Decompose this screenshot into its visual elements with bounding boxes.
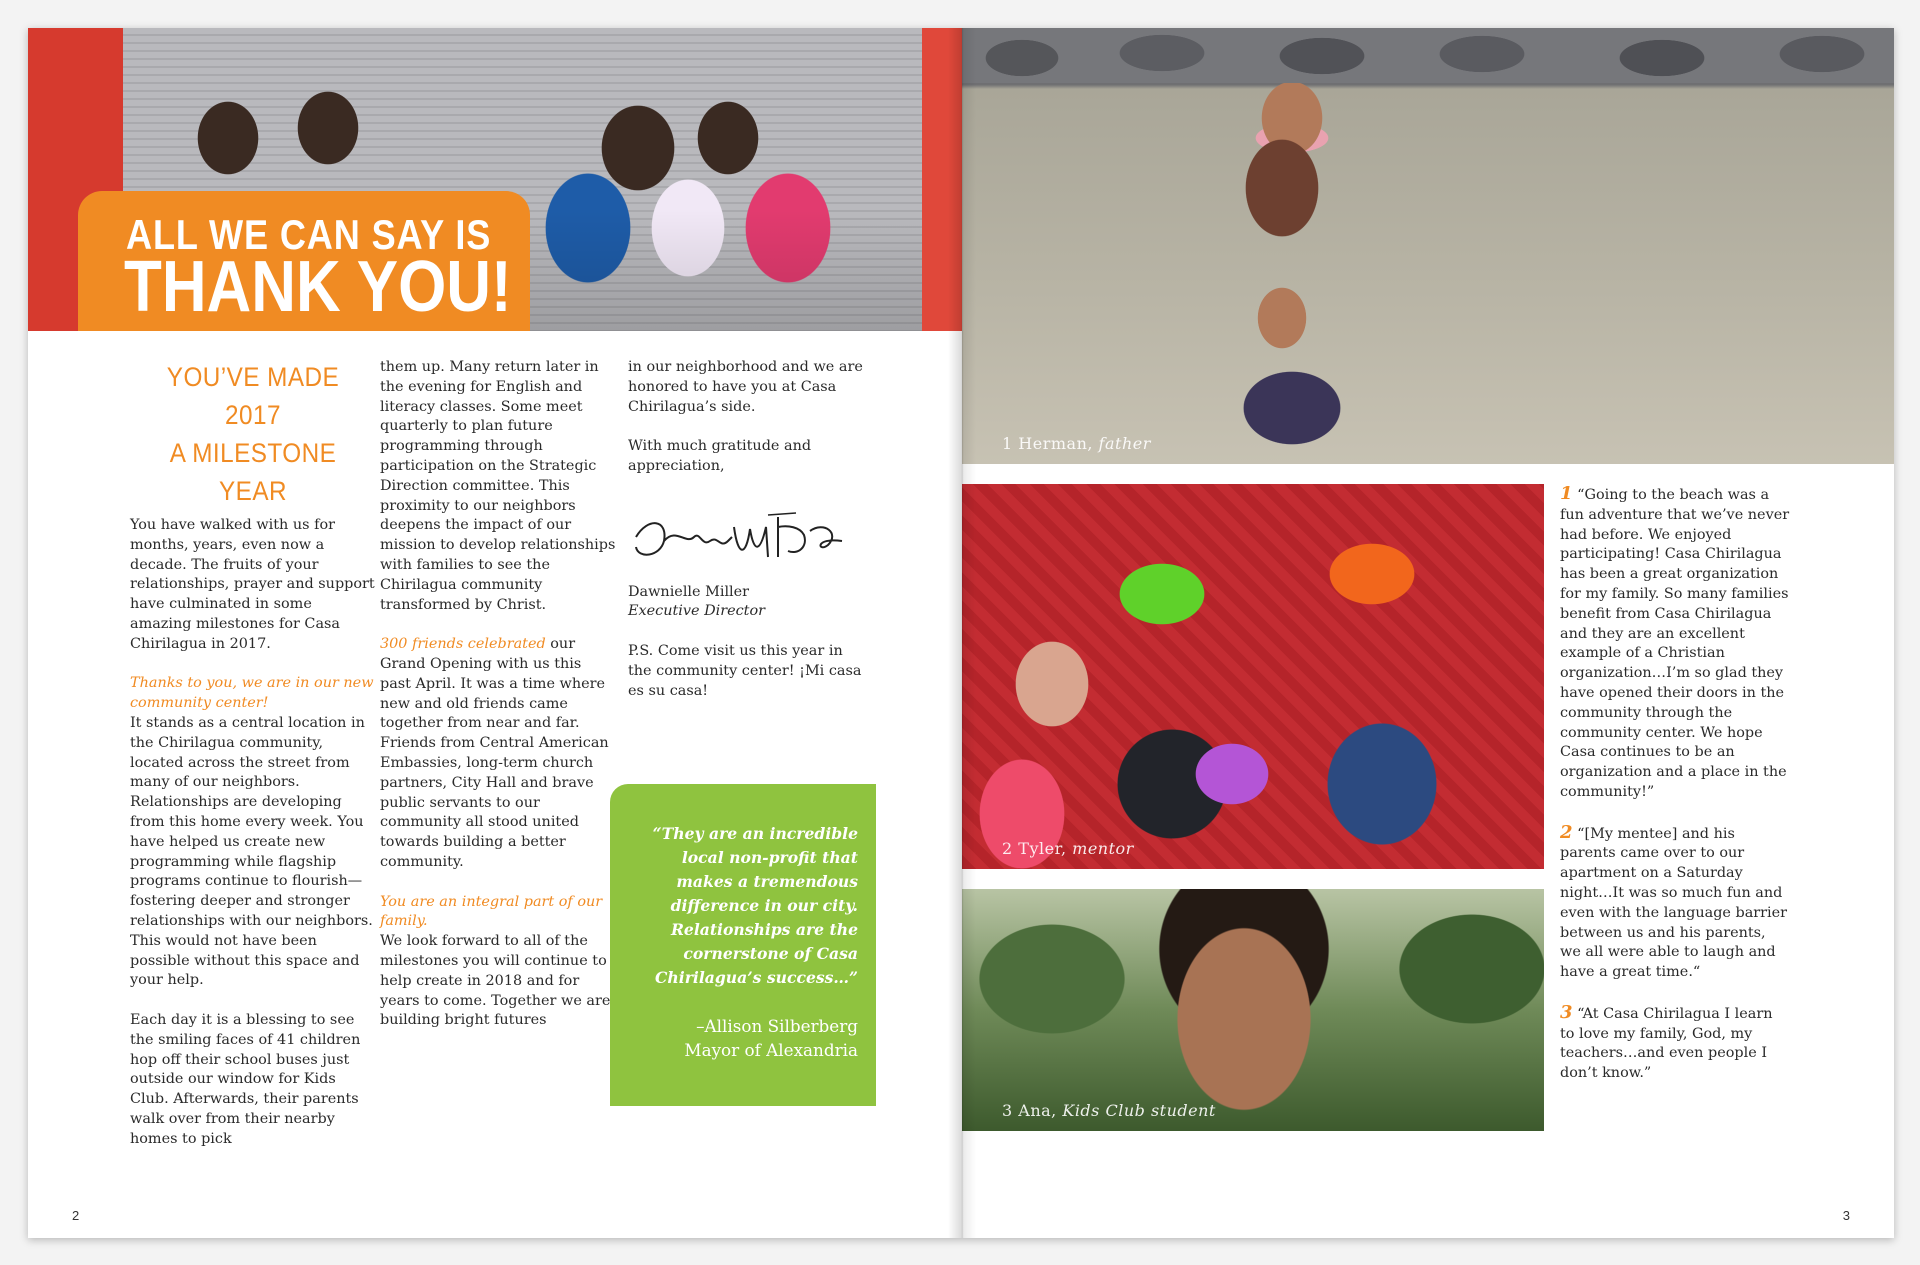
caption-name: Tyler, xyxy=(1018,839,1067,858)
paragraph-body: our Grand Opening with us this past April. It was a time where new and old friends came together from near and far. Friends from Central American Embassies, long-term church partners, City Hall and brave public servants to our community all stood united towards building a better community. xyxy=(380,636,609,870)
signature-image xyxy=(628,497,864,575)
quote-attribution xyxy=(628,1014,858,1062)
quote-author: –Allison Silberberg xyxy=(696,1016,858,1036)
testimonial xyxy=(1560,823,1790,983)
caption-number: 2 xyxy=(1002,839,1013,858)
postscript: P.S. Come visit us this year in the community center! ¡Mi casa es su casa! xyxy=(628,642,862,699)
rocks xyxy=(962,28,1894,83)
hero-photo-children-cheering xyxy=(28,28,962,331)
book-gutter xyxy=(948,28,976,1238)
testimonials-column xyxy=(1560,484,1790,1104)
photo-caption xyxy=(1002,839,1134,859)
photo-wigs-tyler xyxy=(962,484,1544,869)
paragraph: them up. Many return later in the evening for English and literacy classes. Some meet quarterly to plan future programming through participation on the Strategic Direction committee. This proximity to our neighbors deepens the impact of our mission to develop relationships with families to see the Chirilagua community transformed by Christ. xyxy=(380,359,616,613)
closing: With much gratitude and appreciation, xyxy=(628,438,812,474)
caption-role: mentor xyxy=(1072,839,1134,858)
caption-number: 3 xyxy=(1002,1101,1013,1120)
thank-you-banner xyxy=(78,191,530,331)
testimonial xyxy=(1560,484,1790,803)
banner-line-1: ALL WE CAN SAY IS xyxy=(126,211,492,258)
heading-line-2: A MILESTONE YEAR xyxy=(169,438,337,506)
paragraph xyxy=(130,674,376,991)
caption-role: father xyxy=(1098,434,1151,453)
quote-author-title: Mayor of Alexandria xyxy=(684,1040,858,1060)
photo-caption xyxy=(1002,434,1151,454)
photo-ana-smiling xyxy=(962,889,1544,1131)
paragraph-body: We look forward to all of the milestones you will continue to help create in 2018 and for years to come. Together we are building bright futures xyxy=(380,933,611,1029)
signature-name: Dawnielle Miller xyxy=(628,583,750,600)
paragraph xyxy=(380,893,616,1032)
left-page xyxy=(28,28,962,1238)
testimonial-number: 3 xyxy=(1560,1001,1573,1023)
right-page xyxy=(962,28,1894,1238)
lead-in: You are an integral part of our family. xyxy=(380,893,603,930)
page-number: 3 xyxy=(1842,1208,1850,1223)
page-number: 2 xyxy=(72,1208,80,1223)
lead-in: Thanks to you, we are in our new community center! xyxy=(130,675,374,712)
paragraph: in our neighborhood and we are honored to have you at Casa Chirilagua’s side. xyxy=(628,359,863,415)
testimonial-text: “At Casa Chirilagua I learn to love my family, God, my teachers…and even people I don’t know.” xyxy=(1560,1005,1773,1082)
paragraph-body: It stands as a central location in the Chirilagua community, located across the street from many of our neighbors. Relationships are developing from this home every week. You have helped us create new programming while flagship programs continue to flourish—fostering deeper and stronger relationships with our neighbors. This would not have been possible without this space and your help. xyxy=(130,714,373,989)
photo-caption xyxy=(1002,1101,1216,1121)
testimonial-text: “Going to the beach was a fun adventure that we’ve never had before. We enjoyed participating! Casa Chirilagua has been a great organization for my family. So many families benefit from Casa Chirilagua and they are an excellent example of a Christian organization…I’m so glad they have opened their doors in the community through the community center. We hope Casa continues to be an organization and a place in the community!” xyxy=(1560,487,1790,800)
photo-beach-herman xyxy=(962,28,1894,464)
paragraph: Each day it is a blessing to see the smiling faces of 41 children hop off their school buses just outside our window for Kids Club. Afterwards, their parents walk over from their nearby homes to pick xyxy=(130,1011,361,1147)
caption-name: Herman, xyxy=(1018,434,1093,453)
caption-name: Ana, xyxy=(1018,1101,1057,1120)
text-column-1 xyxy=(130,358,376,1169)
testimonial-text: “[My mentee] and his parents came over to our apartment on a Saturday night…It was so much fun and even with the language barrier between us and his parents, we all were able to laugh and have a great time.“ xyxy=(1560,825,1788,981)
testimonial-number: 2 xyxy=(1560,821,1573,843)
paragraph xyxy=(380,635,616,873)
text-column-2 xyxy=(380,358,616,1051)
paragraph: You have walked with us for months, years, even now a decade. The fruits of your relationships, prayer and support have culminated in some amazing milestones for Casa Chirilagua in 2017. xyxy=(130,517,375,652)
caption-role: Kids Club student xyxy=(1062,1101,1216,1120)
lead-in: 300 friends celebrated xyxy=(380,636,546,653)
magazine-spread xyxy=(28,28,1894,1238)
caption-number: 1 xyxy=(1002,434,1013,453)
section-heading xyxy=(142,358,363,510)
signature-title: Executive Director xyxy=(628,603,765,620)
testimonial-number: 1 xyxy=(1560,483,1573,504)
heading-line-1: YOU’VE MADE 2017 xyxy=(166,362,340,430)
quote-box xyxy=(610,784,876,1106)
text-column-3 xyxy=(628,358,864,721)
quote-text: “They are an incredible local non-profit that makes a tremendous difference in our city. Relationships are the cornerstone of Casa Chirilagua’s success…” xyxy=(652,824,858,987)
banner-line-2: THANK YOU! xyxy=(124,247,512,327)
testimonial xyxy=(1560,1003,1790,1084)
